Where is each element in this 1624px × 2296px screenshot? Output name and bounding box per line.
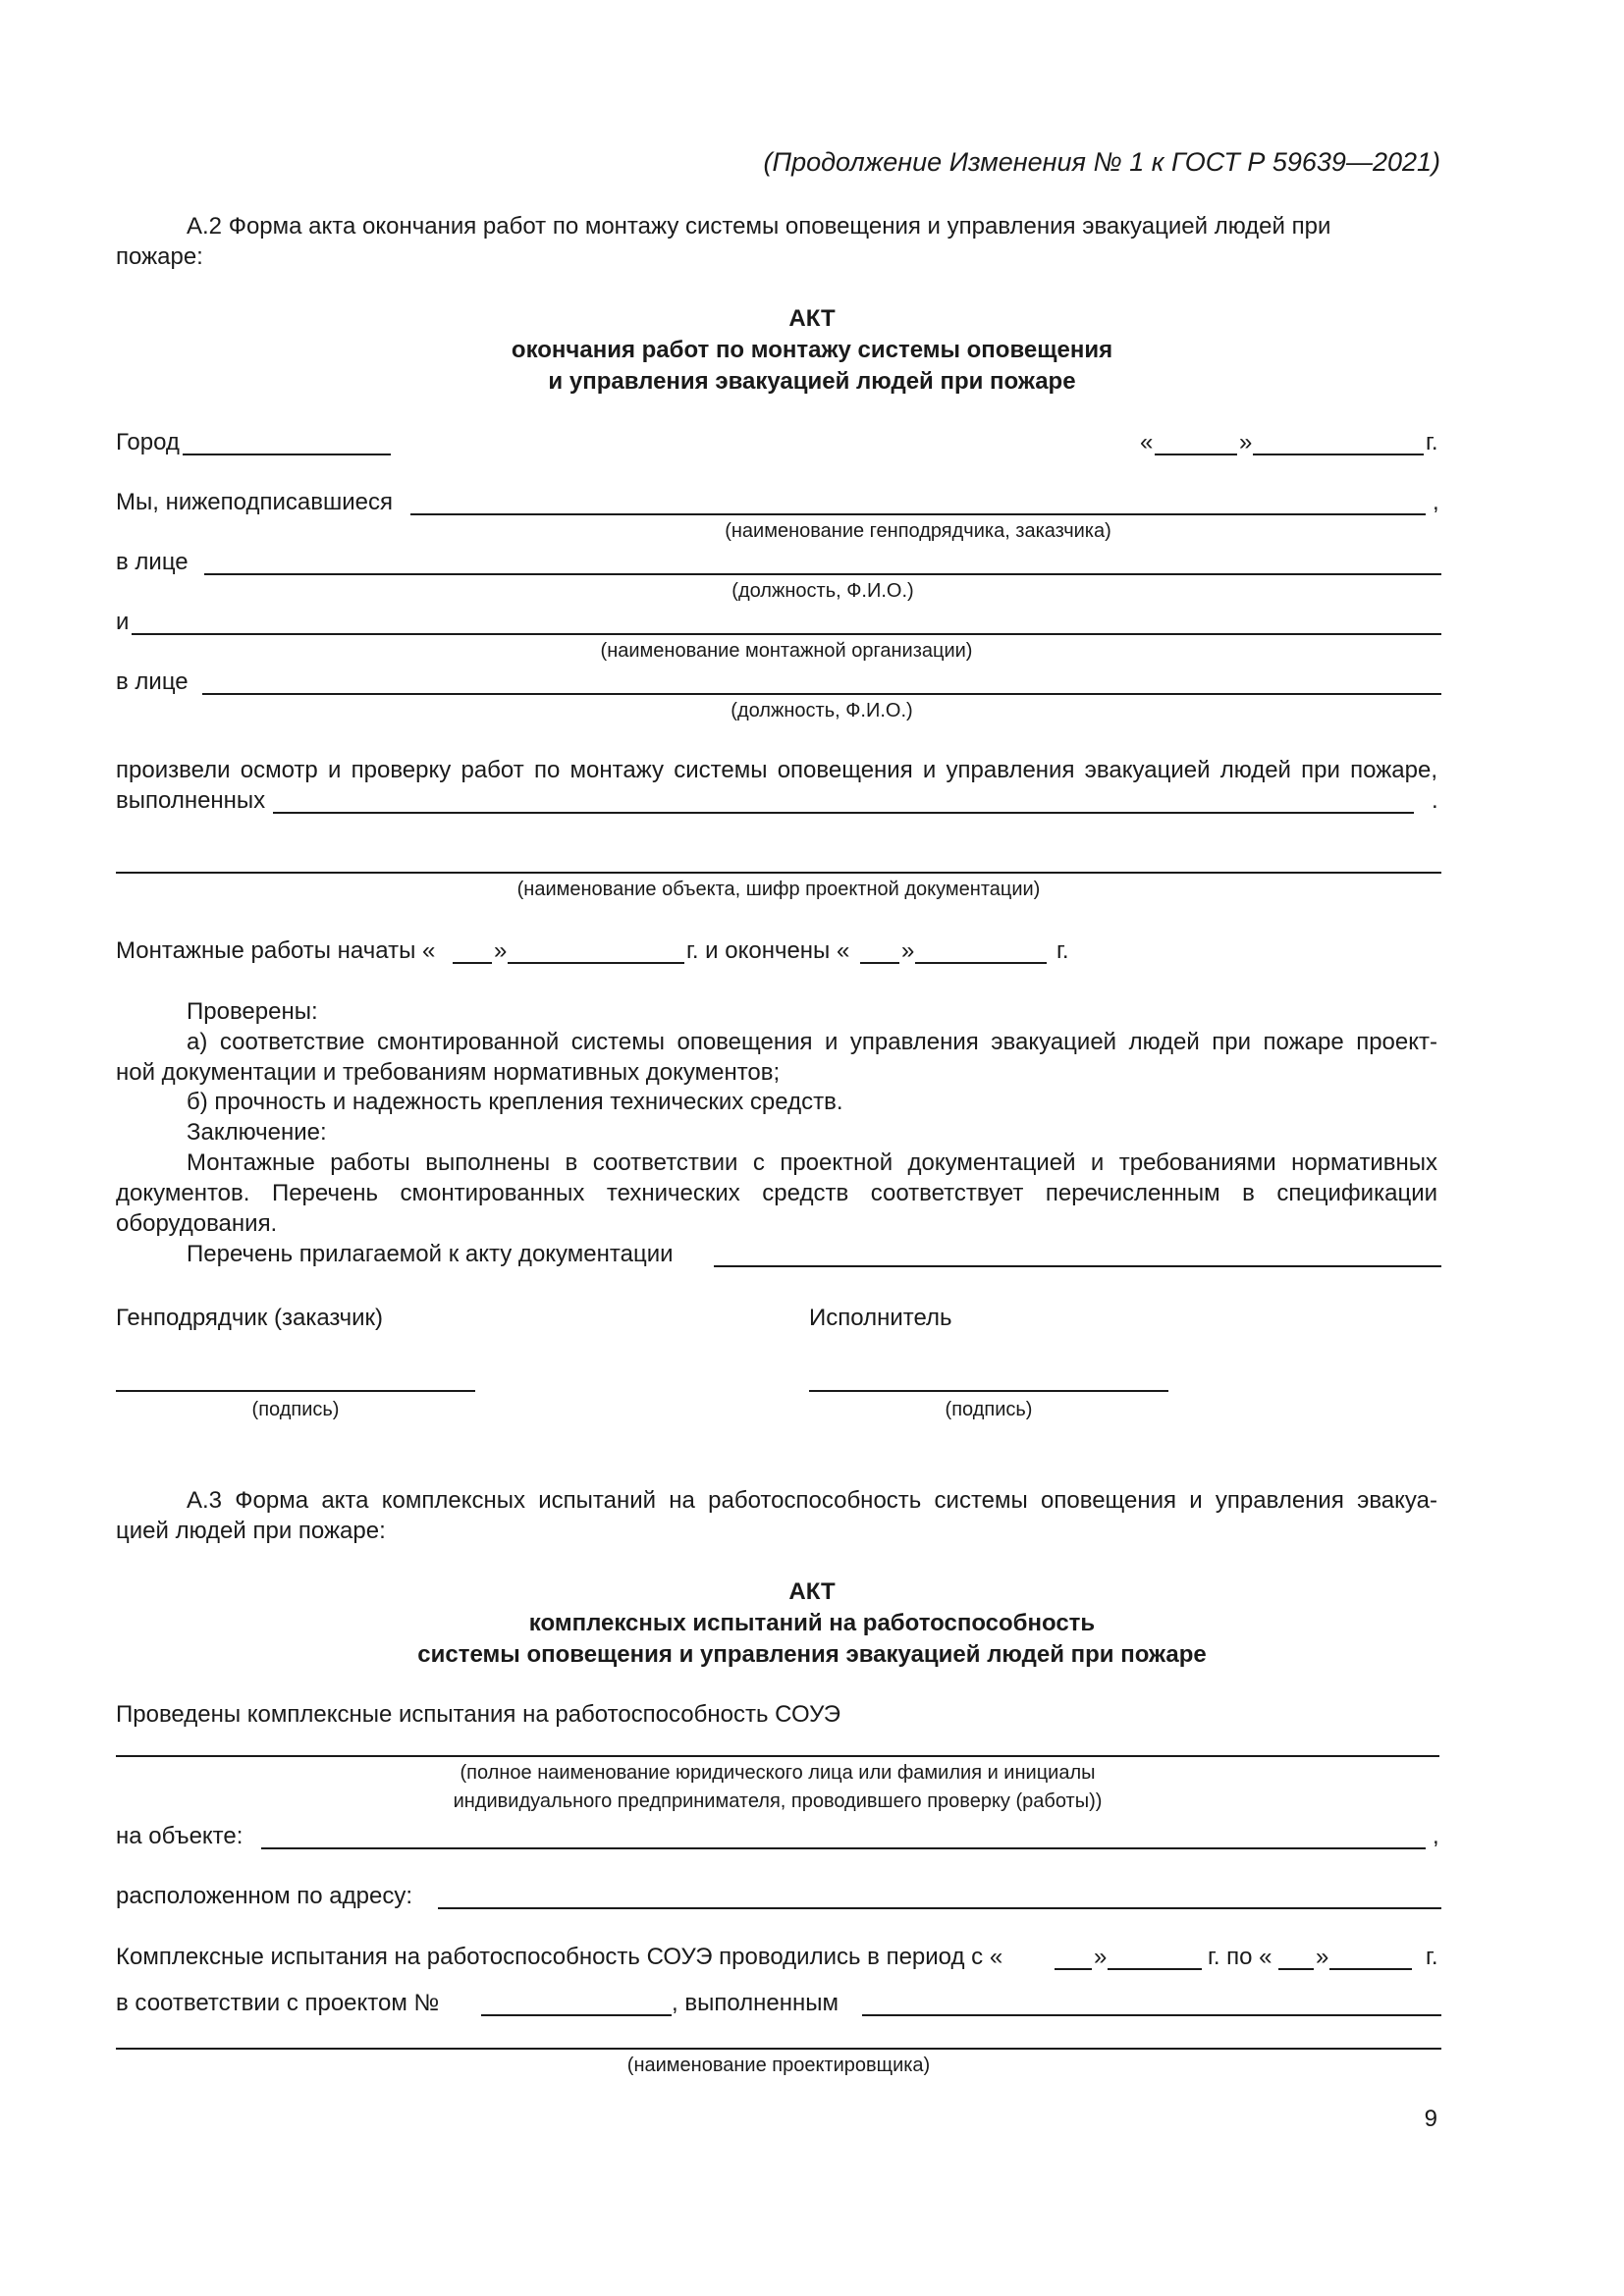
contractor-field[interactable]: [410, 513, 1426, 515]
caption-mount-org: (наименование монтажной организации): [600, 640, 973, 662]
conclusion-heading: Заключение:: [187, 1119, 327, 1146]
date-month-field[interactable]: [1253, 454, 1424, 455]
page-number: 9: [1424, 2106, 1437, 2132]
comma: ,: [1433, 489, 1439, 515]
entity-field[interactable]: [116, 1755, 1439, 1757]
a2-title: АКТ: [788, 305, 836, 332]
a2-subtitle-1: окончания работ по монтажу системы оповещения: [511, 337, 1113, 363]
designer-field[interactable]: [116, 2048, 1441, 2050]
performed-by-field[interactable]: [862, 2014, 1441, 2016]
caption-object: (наименование объекта, шифр проектной документации): [516, 879, 1041, 900]
signature-right-field[interactable]: [809, 1390, 1168, 1392]
signature-left-field[interactable]: [116, 1390, 475, 1392]
and-label: и: [116, 609, 130, 635]
continuation-header: (Продолжение Изменения № 1 к ГОСТ Р 59639—2021): [763, 147, 1440, 177]
a3-intro-line1: А.3 Форма акта комплексных испытаний на работоспособность системы оповещения и управления эвакуа-: [187, 1487, 1437, 1514]
a3-subtitle-1: комплексных испытаний на работоспособность: [528, 1610, 1096, 1636]
conducted-line: Проведены комплексные испытания на работоспособность СОУЭ: [116, 1701, 841, 1728]
performed-by-label: , выполненным: [672, 1990, 839, 2016]
start-quote-close: »: [494, 937, 508, 964]
mount-org-field[interactable]: [132, 633, 1441, 635]
period-end-month-field[interactable]: [1329, 1968, 1412, 1970]
inspection-line: произвели осмотр и проверку работ по монтажу системы оповещения и управления эвакуацией людей при пожаре,: [116, 757, 1437, 783]
performed-field[interactable]: [273, 812, 1414, 814]
end-month-field[interactable]: [915, 962, 1047, 964]
conclusion-line3: оборудования.: [116, 1210, 278, 1237]
period-text: Комплексные испытания на работоспособность СОУЭ проводились в период с «: [116, 1944, 1003, 1970]
check-b: б) прочность и надежность крепления технических средств.: [187, 1089, 843, 1115]
per-project-label: в соответствии с проектом №: [116, 1990, 440, 2016]
period-end-day-field[interactable]: [1278, 1968, 1314, 1970]
a3-subtitle-2: системы оповещения и управления эвакуацией людей при пожаре: [417, 1641, 1207, 1668]
period-start-quote-close: »: [1094, 1944, 1108, 1970]
end-year-suffix: г.: [1056, 937, 1069, 964]
a2-subtitle-2: и управления эвакуацией людей при пожаре: [548, 368, 1076, 395]
city-field[interactable]: [183, 454, 391, 455]
a3-intro-line2: цией людей при пожаре:: [116, 1518, 386, 1544]
date-day-field[interactable]: [1155, 454, 1237, 455]
date-year-suffix: г.: [1426, 429, 1438, 455]
date-quote-close: »: [1239, 429, 1253, 455]
a3-object-field[interactable]: [261, 1847, 1426, 1849]
a3-title: АКТ: [788, 1578, 836, 1605]
person-field-1[interactable]: [204, 573, 1441, 575]
start-day-field[interactable]: [453, 962, 492, 964]
check-a-line2: ной документации и требованиям нормативных документов;: [116, 1059, 781, 1086]
person-label-2: в лице: [116, 668, 189, 695]
period-end-year: г.: [1426, 1944, 1438, 1970]
performed-label: выполненных: [116, 787, 266, 814]
caption-contractor: (наименование генподрядчика, заказчика): [725, 520, 1111, 542]
caption-designer: (наименование проектировщика): [626, 2055, 931, 2076]
object-field[interactable]: [116, 872, 1441, 874]
a2-intro-line1: А.2 Форма акта окончания работ по монтажу системы оповещения и управления эвакуацией людей при: [187, 213, 1331, 240]
address-label: расположенном по адресу:: [116, 1883, 413, 1909]
project-number-field[interactable]: [481, 2014, 672, 2016]
period-end-quote-close: »: [1316, 1944, 1329, 1970]
undersigned-label: Мы, нижеподписавшиеся: [116, 489, 393, 515]
date-quote-open: «: [1140, 429, 1154, 455]
works-finished-label: г. и окончены «: [686, 937, 850, 964]
a2-intro-line2: пожаре:: [116, 243, 203, 270]
address-field[interactable]: [438, 1907, 1441, 1909]
docs-list-label: Перечень прилагаемой к акту документации: [187, 1241, 674, 1267]
sign-right-label: Исполнитель: [809, 1305, 952, 1331]
sign-left-label: Генподрядчик (заказчик): [116, 1305, 384, 1331]
caption-sign-left: (подпись): [251, 1399, 340, 1420]
checked-heading: Проверены:: [187, 998, 318, 1025]
period-start-day-field[interactable]: [1055, 1968, 1092, 1970]
period-start-month-field[interactable]: [1108, 1968, 1202, 1970]
check-a-line1: а) соответствие смонтированной системы оповещения и управления эвакуацией людей при пожаре проект-: [187, 1029, 1437, 1055]
object-label: на объекте:: [116, 1823, 244, 1849]
caption-entity-1: (полное наименование юридического лица или фамилия и инициалы: [460, 1762, 1096, 1784]
docs-list-field[interactable]: [714, 1265, 1441, 1267]
person-field-2[interactable]: [202, 693, 1441, 695]
period-to-label: г. по «: [1208, 1944, 1272, 1970]
end-day-field[interactable]: [860, 962, 899, 964]
caption-position-1: (должность, Ф.И.О.): [731, 580, 914, 602]
caption-position-2: (должность, Ф.И.О.): [731, 700, 913, 721]
conclusion-line2: документов. Перечень смонтированных технических средств соответствует перечисленным в спецификации: [116, 1180, 1437, 1206]
city-label: Город: [116, 429, 180, 455]
start-month-field[interactable]: [508, 962, 684, 964]
a3-comma: ,: [1433, 1823, 1439, 1849]
conclusion-line1: Монтажные работы выполнены в соответствии с проектной документацией и требованиями нормативных: [187, 1149, 1437, 1176]
caption-entity-2: индивидуального предпринимателя, проводившего проверку (работы)): [453, 1790, 1103, 1812]
person-label-1: в лице: [116, 549, 189, 575]
works-started-label: Монтажные работы начаты «: [116, 937, 436, 964]
end-quote-close: »: [901, 937, 915, 964]
period-mark: .: [1432, 787, 1438, 814]
caption-sign-right: (подпись): [945, 1399, 1033, 1420]
